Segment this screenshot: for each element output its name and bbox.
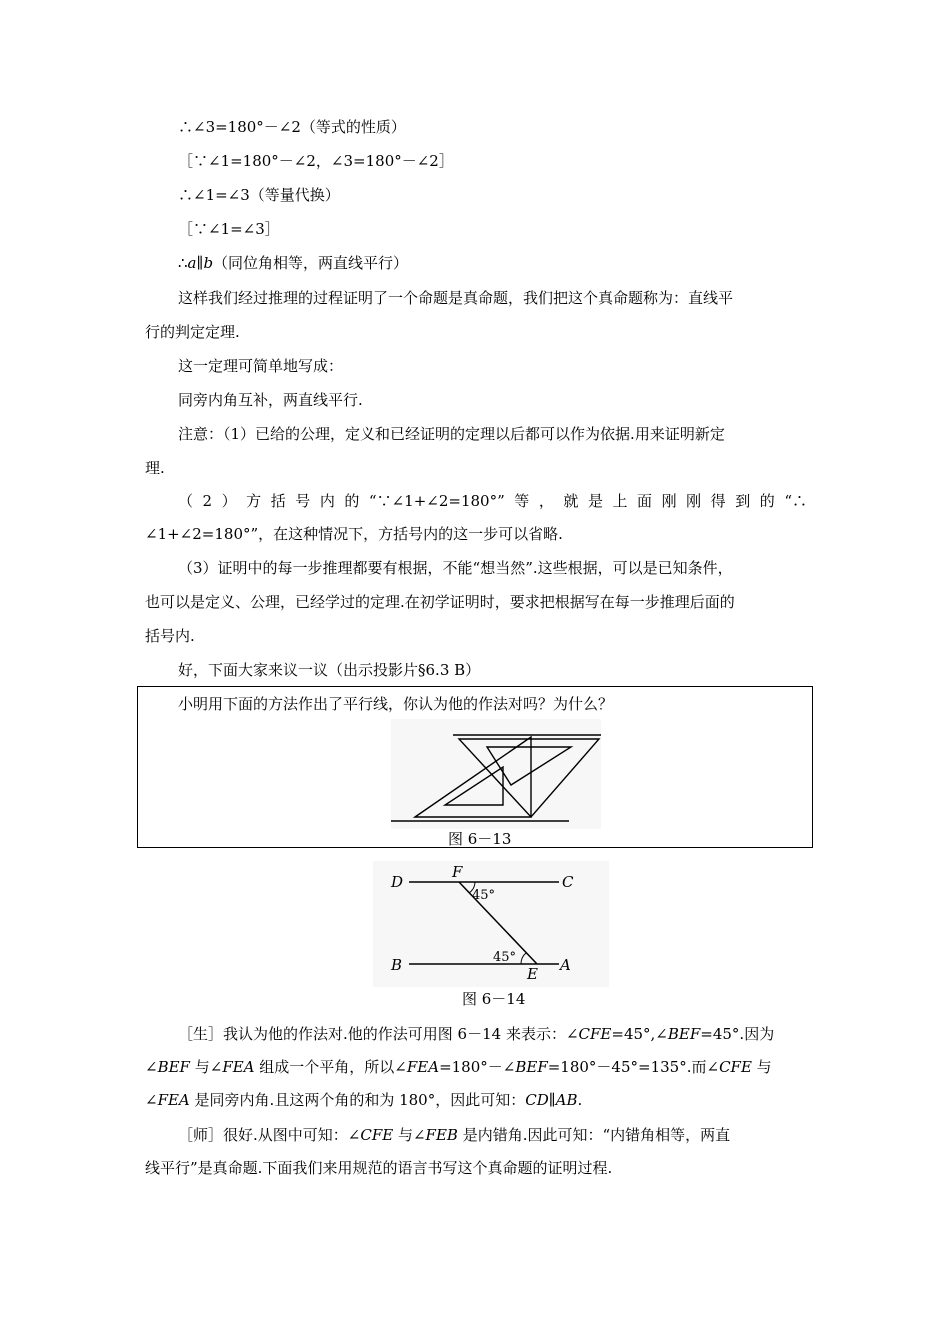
text-run: =45°.因为	[700, 1025, 775, 1043]
label-d: D	[391, 873, 404, 891]
proof-line-1: ∴∠3=180°－∠2（等式的性质）	[178, 118, 406, 136]
box-question: 小明用下面的方法作出了平行线，你认为他的作法对吗？为什么？	[178, 695, 614, 713]
text-run: =180°－45°=135°.而∠	[547, 1058, 720, 1076]
var-cd: CD	[525, 1091, 549, 1109]
var-fea: FEA	[222, 1058, 255, 1076]
var-fea: FEA	[157, 1091, 190, 1109]
parallel-symbol: ∥	[196, 254, 204, 272]
paragraph-6-line-3: 括号内.	[145, 627, 195, 645]
teacher-line-1	[178, 1125, 730, 1145]
text-run: =45°,∠	[611, 1025, 668, 1043]
label-e: E	[527, 965, 538, 983]
paragraph-5-line-1: （2）方括号内的“∵∠1+∠2=180°”等，就是上面刚刚得到的“∴	[178, 492, 807, 510]
text-run: =180°－∠	[439, 1058, 516, 1076]
therefore-symbol: ∴	[178, 254, 188, 272]
student-line-1	[178, 1024, 774, 1044]
paragraph-4-line-2: 理.	[145, 459, 165, 477]
teacher-tag: ［师］	[178, 1126, 224, 1144]
angle-bef-label: 45°	[493, 950, 517, 965]
proof-line-2: ［∵∠1=180°－∠2，∠3=180°－∠2］	[178, 152, 454, 170]
discussion-box	[137, 686, 813, 848]
student-tag: ［生］	[178, 1025, 224, 1043]
var-fea: FEA	[406, 1058, 440, 1076]
label-b: B	[391, 956, 403, 974]
figure-6-13-set-squares	[391, 719, 601, 829]
paragraph-7: 好，下面大家来议一议（出示投影片§6.3 B）	[178, 661, 481, 679]
text-run: ∠	[145, 1091, 158, 1109]
text-run: 组成一个平角，所以∠	[254, 1058, 407, 1076]
text-run: 我认为他的作法对.他的作法可用图 6－14 来表示：∠	[223, 1025, 579, 1043]
text-run: 与∠	[393, 1126, 426, 1144]
figure-6-13-caption: 图 6－13	[448, 830, 512, 848]
text-run: 是内错角.因此可知：“内错角相等，两直	[457, 1126, 731, 1144]
var-ab: AB	[555, 1091, 578, 1109]
figure-6-14-caption: 图 6－14	[462, 990, 526, 1008]
paragraph-6-line-1: （3）证明中的每一步推理都要有根据，不能“想当然”.这些根据，可以是已知条件，	[178, 559, 733, 577]
paragraph-1-line-2: 行的判定定理.	[145, 323, 240, 341]
var-cfe: CFE	[719, 1058, 752, 1076]
reason-text: （同位角相等，两直线平行）	[213, 254, 409, 272]
text-run: ∠	[145, 1058, 158, 1076]
label-f: F	[452, 863, 463, 881]
proof-line-4: ［∵∠1=∠3］	[178, 220, 280, 238]
var-bef: BEF	[667, 1025, 701, 1043]
student-line-2	[145, 1057, 807, 1077]
var-cfe: CFE	[360, 1126, 394, 1144]
teacher-line-2: 线平行”是真命题.下面我们来用规范的语言书写这个真命题的证明过程.	[145, 1159, 613, 1177]
student-line-3	[145, 1090, 807, 1110]
paragraph-4-line-1: 注意：（1）已给的公理，定义和已经证明的定理以后都可以作为依据.用来证明新定	[178, 425, 725, 443]
text-run: 很好.从图中可知：∠	[223, 1126, 361, 1144]
angle-cfe-label: 45°	[472, 888, 496, 903]
var-cfe: CFE	[578, 1025, 612, 1043]
text-run: 与	[751, 1058, 772, 1076]
label-a: A	[560, 956, 571, 974]
text-run: .	[577, 1091, 583, 1109]
paragraph-2: 这一定理可简单地写成：	[178, 357, 344, 375]
paragraph-3: 同旁内角互补，两直线平行.	[178, 391, 363, 409]
proof-line-5	[178, 253, 408, 273]
var-a: a	[187, 254, 197, 272]
proof-line-3: ∴∠1=∠3（等量代换）	[178, 186, 340, 204]
paragraph-5-line-2: ∠1+∠2=180°”，在这种情况下，方括号内的这一步可以省略.	[145, 525, 563, 543]
parallel-symbol: ∥	[548, 1091, 556, 1109]
paragraph-6-line-2: 也可以是定义、公理，已经学过的定理.在初学证明时，要求把根据写在每一步推理后面的	[145, 593, 735, 611]
var-bef: BEF	[515, 1058, 548, 1076]
text-run: 是同旁内角.且这两个角的和为 180°，因此可知：	[189, 1091, 526, 1109]
var-bef: BEF	[157, 1058, 190, 1076]
text-run: 与∠	[189, 1058, 223, 1076]
var-feb: FEB	[425, 1126, 458, 1144]
paragraph-1-line-1: 这样我们经过推理的过程证明了一个命题是真命题，我们把这个真命题称为：直线平	[178, 289, 734, 307]
var-b: b	[203, 254, 214, 272]
figure-6-14	[373, 861, 609, 987]
label-c: C	[562, 873, 574, 891]
